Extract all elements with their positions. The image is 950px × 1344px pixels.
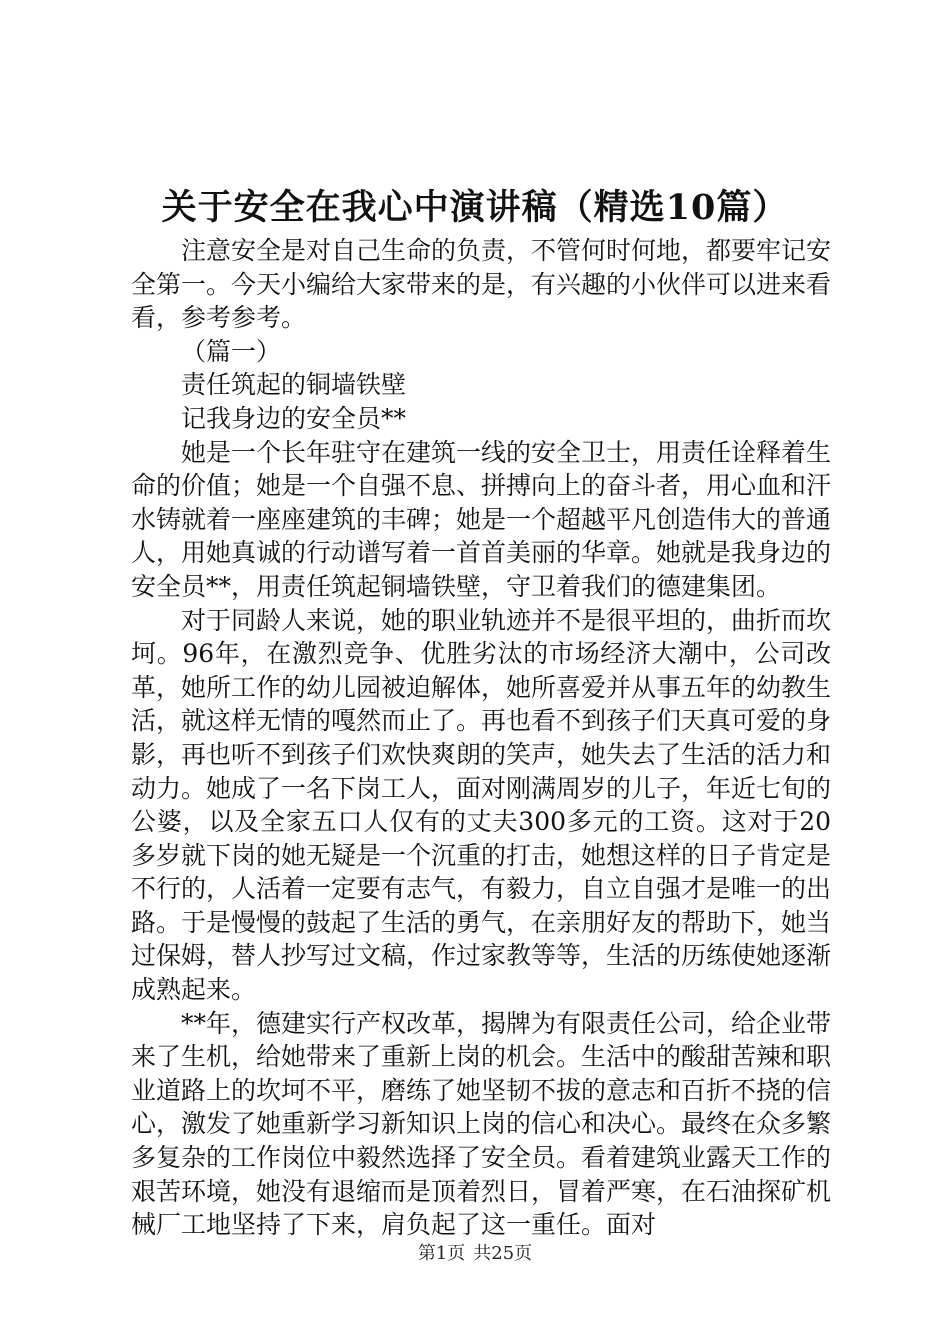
paragraph-intro: 注意安全是对自己生命的负责，不管何时何地，都要牢记安全第一。今天小编给大家带来的是，有兴趣的小伙伴可以进来看看，参考参考。 — [131, 236, 832, 333]
paragraph-body-1: 她是一个长年驻守在建筑一线的安全卫士，用责任诠释着生命的价值；她是一个自强不息、拼搏向上的奋斗者，用心血和汗水铸就着一座座建筑的丰碑；她是一个超越平凡创造伟大的普通人，用她真诚的行动谱写着一首首美丽的华章。她就是我身边的安全员**，用责任筑起铜墙铁壁，守卫着我们的德建集团。 — [131, 437, 832, 601]
paragraph-subtitle-2: 记我身边的安全员** — [181, 403, 407, 433]
paragraph-subtitle: 责任筑起的铜墙铁壁 — [181, 370, 407, 400]
paragraph-body-3: **年，德建实行产权改革，揭牌为有限责任公司，给企业带来了生机，给她带来了重新上岗的机会。生活中的酸甜苦辣和职业道路上的坎坷不平，磨练了她坚韧不拔的意志和百折不挠的信心，激发了她重新学习新知识上岗的信心和决心。最终在众多繁多复杂的工作岗位中毅然选择了安全员。看着建筑业露天工作的艰苦环境，她没有退缩而是顶着烈日，冒着严寒，在石油探矿机械厂工地坚持了下来，肩负起了这一重任。面对 — [131, 1008, 832, 1240]
page-number: 第1页 — [417, 1243, 466, 1264]
document-body — [131, 234, 831, 1242]
page-footer — [0, 1242, 950, 1266]
paragraph-section-label: （篇一） — [181, 336, 282, 366]
page-total: 共25页 — [473, 1243, 533, 1264]
paragraph-body-2: 对于同龄人来说，她的职业轨迹并不是很平坦的，曲折而坎坷。96年，在激烈竞争、优胜劣汰的市场经济大潮中，公司改革，她所工作的幼儿园被迫解体，她所喜爱并从事五年的幼教生活，就这样无情的嘎然而止了。再也看不到孩子们天真可爱的身影，再也听不到孩子们欢快爽朗的笑声，她失去了生活的活力和动力。她成了一名下岗工人，面对刚满周岁的儿子，年近七旬的公婆，以及全家五口人仅有的丈夫300多元的工资。这对于20多岁就下岗的她无疑是一个沉重的打击，她想这样的日子肯定是不行的，人活着一定要有志气，有毅力，自立自强才是唯一的出路。于是慢慢的鼓起了生活的勇气，在亲朋好友的帮助下，她当过保姆，替人抄写过文稿，作过家教等等，生活的历练使她逐渐成熟起来。 — [131, 605, 832, 1005]
document-title: 关于安全在我心中演讲稿（精选10篇） — [161, 187, 789, 228]
